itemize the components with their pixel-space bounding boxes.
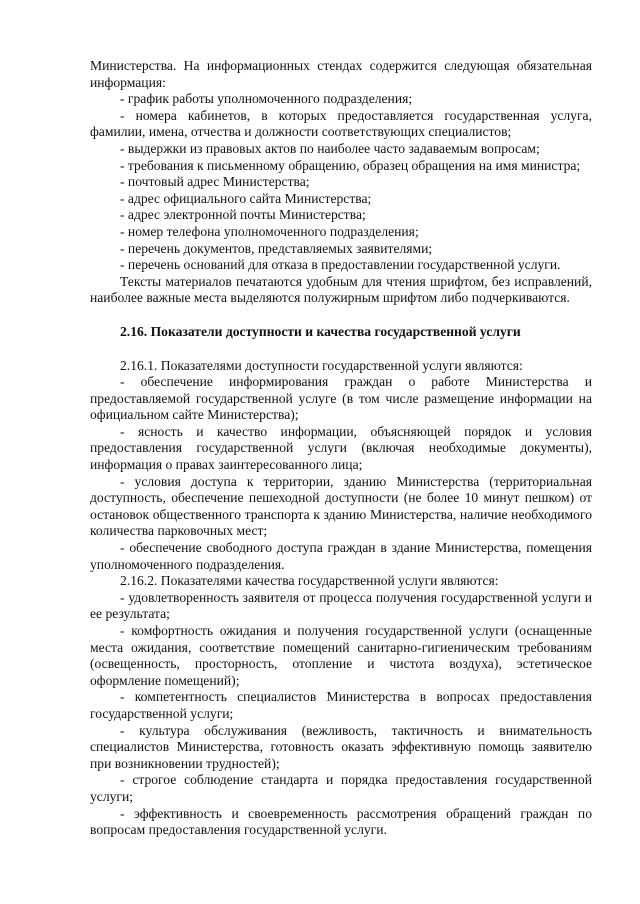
list-item: - выдержки из правовых актов по наиболее часто задаваемым вопросам; (120, 140, 540, 156)
list-item: - номера кабинетов, в которых предоставляется государственная услуга, фамилии, имена, отчества и должности соответствующих специалистов; (90, 107, 592, 140)
subsection-title: 2.16.2. Показателями качества государственной услуги являются: (120, 573, 499, 589)
list-item: - обеспечение свободного доступа граждан в здание Министерства, помещения уполномоченного подразделения. (90, 540, 592, 572)
list-item: - обеспечение информирования граждан о работе Министерства и предоставляемой государственной услуге (в том числе размещение информации на официальном сайте Министерства); (90, 374, 592, 423)
texts-paragraph: Тексты материалов печатаются удобным для чтения шрифтом, без исправлений, наиболее важные места выделяются полужирным шрифтом либо подчеркиваются. (90, 273, 592, 306)
list-item: - график работы уполномоченного подразделения; (120, 91, 413, 107)
list-item: - удовлетворенность заявителя от процесса получения государственной услуги и ее результата; (90, 589, 592, 622)
list-item: - требования к письменному обращению, образец обращения на имя министра; (120, 157, 581, 173)
spacer (90, 307, 592, 324)
list-item: - адрес официального сайта Министерства; (120, 190, 372, 206)
subsection-title: 2.16.1. Показателями доступности государственной услуги являются: (120, 357, 523, 373)
list-item: - эффективность и своевременность рассмотрения обращений граждан по вопросам предоставления государственной услуги. (90, 805, 592, 838)
list-item: - культура обслуживания (вежливость, тактичность и внимательность специалистов Министерства, готовность оказать эффективную помощь заявителю при возникновении трудностей); (90, 722, 592, 771)
list-item: - почтовый адрес Министерства; (120, 174, 310, 190)
spacer (90, 341, 592, 358)
list-item: - комфортность ожидания и получения государственной услуги (оснащенные места ожидания, соответствие помещений санитарно-гигиеническим требованиям (освещенность, просторность, отопление и чистота воздуха), эстетическое оформление помещений); (90, 623, 592, 688)
list-item: - ясность и качество информации, объясняющей порядок и условия предоставления государственной услуги (включая необходимые документы), информация о правах заинтересованного лица; (90, 423, 592, 473)
list-item: - компетентность специалистов Министерства в вопросах предоставления государственной услуги; (90, 689, 592, 721)
list-item: - адрес электронной почты Министерства; (120, 207, 366, 223)
intro-paragraph: Министерства. На информационных стендах содержится следующая обязательная информация: (90, 58, 592, 90)
list-item: - условия доступа к территории, зданию Министерства (территориальная доступность, обеспечение пешеходной доступности (не более 10 минут пешком) от остановок общественного транспорта к зданию Министерства, наличие необходимого количества парковочных мест; (90, 473, 592, 539)
section-heading: 2.16. Показатели доступности и качества государственной услуги (120, 323, 521, 339)
list-item: - перечень оснований для отказа в предоставлении государственной услуги. (120, 257, 561, 273)
list-item: - номер телефона уполномоченного подразделения; (120, 223, 419, 239)
list-item: - строгое соблюдение стандарта и порядка предоставления государственной услуги; (90, 772, 592, 804)
list-item: - перечень документов, представляемых заявителями; (120, 240, 433, 256)
